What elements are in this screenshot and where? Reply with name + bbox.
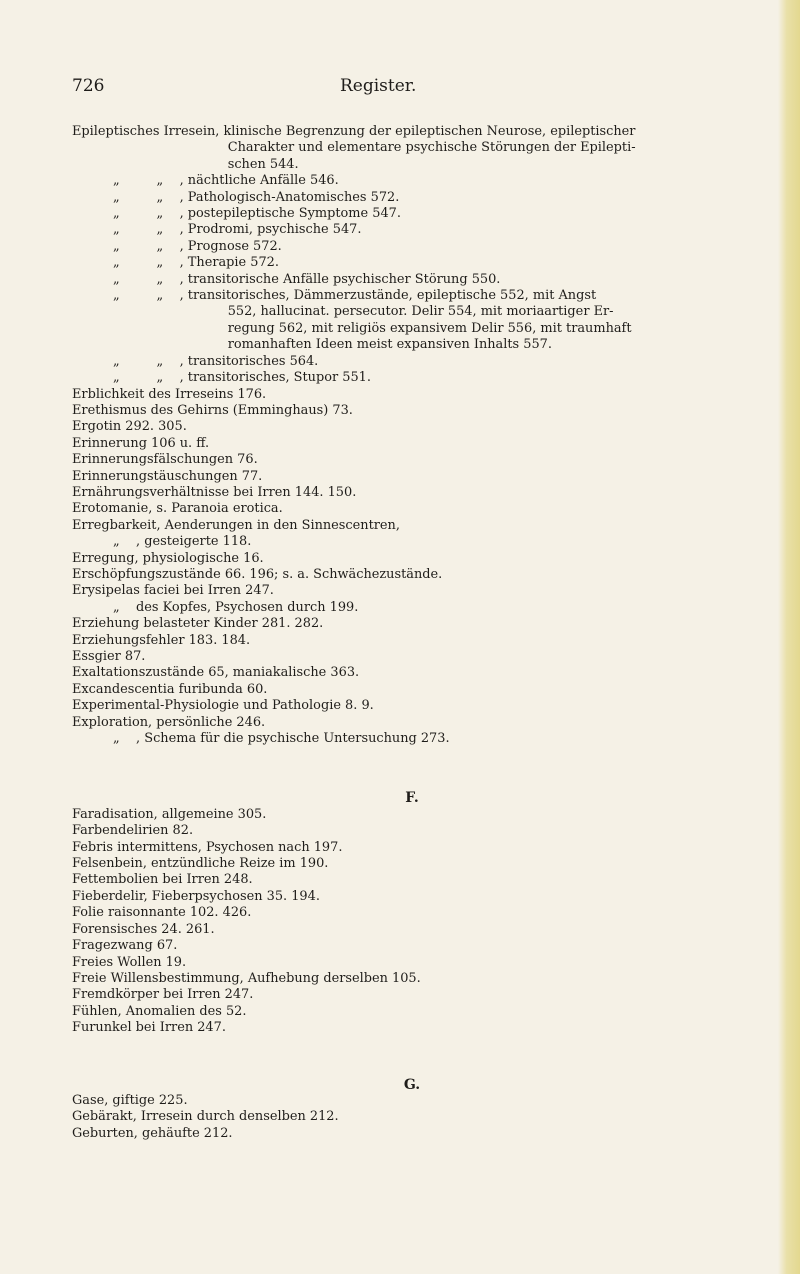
index-entry-line: „ „ , transitorische Anfälle psychischer Störung 550.	[72, 271, 501, 287]
index-entry-line: Faradisation, allgemeine 305.	[72, 806, 267, 822]
index-entry-line: „ „ , transitorisches, Stupor 551.	[72, 370, 371, 386]
index-entry-line: „ „ , postepileptische Symptome 547.	[72, 206, 401, 222]
page-number: 726	[72, 76, 105, 96]
index-entry-line: Gase, giftige 225.	[72, 1092, 188, 1108]
index-entry-line: Erysipelas faciei bei Irren 247.	[72, 583, 274, 599]
index-entry-line: Fremdkörper bei Irren 247.	[72, 987, 254, 1003]
index-entry-line: regung 562, mit religiös expansivem Delir 556, mit traumhaft	[72, 320, 632, 336]
index-entry-line: Fettembolien bei Irren 248.	[72, 872, 253, 888]
index-entry-line: Erregung, physiologische 16.	[72, 550, 264, 566]
index-entry-line: Febris intermittens, Psychosen nach 197.	[72, 839, 343, 855]
index-entry-line: Exaltationszustände 65, maniakalische 363.	[72, 665, 360, 681]
index-entry-line: Erinnerungsfälschungen 76.	[72, 452, 258, 468]
index-entry-line: Ergotin 292. 305.	[72, 419, 187, 435]
index-entry-line: Furunkel bei Irren 247.	[72, 1020, 226, 1036]
index-entry-line: Fragezwang 67.	[72, 938, 178, 954]
index-entry-line: Experimental-Physiologie und Pathologie 8. 9.	[72, 698, 374, 714]
index-entry-line: Folie raisonnante 102. 426.	[72, 905, 252, 921]
index-entry-line: Charakter und elementare psychische Störungen der Epilepti-	[72, 140, 636, 156]
index-entry-line: Farbendelirien 82.	[72, 823, 194, 839]
section-g-entries	[72, 1093, 752, 1142]
section-f-entries	[72, 807, 752, 1037]
index-entry-line: „ „ , transitorisches 564.	[72, 353, 319, 369]
index-entry-line: Felsenbein, entzündliche Reize im 190.	[72, 856, 329, 872]
index-entry-line: Geburten, gehäufte 212.	[72, 1125, 233, 1141]
index-entry-line: „ „ , Prodromi, psychische 547.	[72, 222, 362, 238]
index-entry-line: Erinnerungstäuschungen 77.	[72, 468, 263, 484]
index-entry-line: romanhaften Ideen meist expansiven Inhalts 557.	[72, 337, 552, 353]
index-entry-line: „ , gesteigerte 118.	[72, 534, 252, 550]
index-entry-line: Erotomanie, s. Paranoia erotica.	[72, 501, 283, 517]
index-entry-line: „ , Schema für die psychische Untersuchung 273.	[72, 731, 450, 747]
index-entry-line: Erblichkeit des Irreseins 176.	[72, 386, 267, 402]
index-entry-line: Erschöpfungszustände 66. 196; s. a. Schwächezustände.	[72, 566, 443, 582]
index-entries	[72, 124, 752, 1142]
index-entry-line: Fieberdelir, Fieberpsychosen 35. 194.	[72, 888, 320, 904]
index-entry-line: „ des Kopfes, Psychosen durch 199.	[72, 599, 359, 615]
index-entry-line: Freies Wollen 19.	[72, 954, 187, 970]
index-entry-line: „ „ , nächtliche Anfälle 546.	[72, 173, 339, 189]
index-entry-line: schen 544.	[72, 156, 299, 172]
section-heading-f: F.	[405, 790, 419, 807]
page-edge-shadow	[778, 0, 800, 1274]
index-entry-line: Erregbarkeit, Aenderungen in den Sinnescentren,	[72, 517, 400, 533]
index-entry-line: Fühlen, Anomalien des 52.	[72, 1003, 247, 1019]
index-entry-line: „ „ , Prognose 572.	[72, 238, 282, 254]
index-entry-line: Exploration, persönliche 246.	[72, 714, 266, 730]
index-entry-line: Gebärakt, Irresein durch denselben 212.	[72, 1109, 339, 1125]
page-header	[72, 76, 752, 106]
index-entry-line: „ „ , Pathologisch-Anatomisches 572.	[72, 189, 400, 205]
index-entry-line: 552, hallucinat. persecutor. Delir 554, mit moriaartiger Er-	[72, 304, 614, 320]
index-entry-line: Ernährungsverhältnisse bei Irren 144. 150.	[72, 484, 357, 500]
index-entry-line: Erethismus des Gehirns (Emminghaus) 73.	[72, 402, 353, 418]
index-entry-line: Erinnerung 106 u. ff.	[72, 435, 210, 451]
index-entry-line: Freie Willensbestimmung, Aufhebung derselben 105.	[72, 970, 421, 986]
index-entry-line: Epileptisches Irresein, klinische Begrenzung der epileptischen Neurose, epileptischer	[72, 124, 636, 139]
index-entry-line: Excandescentia furibunda 60.	[72, 681, 268, 697]
index-entry-line: Forensisches 24. 261.	[72, 921, 215, 937]
index-entry-line: Erziehungsfehler 183. 184.	[72, 632, 251, 648]
index-entry-line: Essgier 87.	[72, 649, 146, 664]
index-entry-line: „ „ , Therapie 572.	[72, 255, 279, 271]
index-entry-line: „ „ , transitorisches, Dämmerzustände, epileptische 552, mit Angst	[72, 288, 597, 304]
section-heading-g: G.	[403, 1076, 421, 1093]
index-entry-line: Erziehung belasteter Kinder 281. 282.	[72, 616, 324, 632]
running-head: Register.	[340, 76, 417, 96]
section-e-entries	[72, 124, 752, 747]
